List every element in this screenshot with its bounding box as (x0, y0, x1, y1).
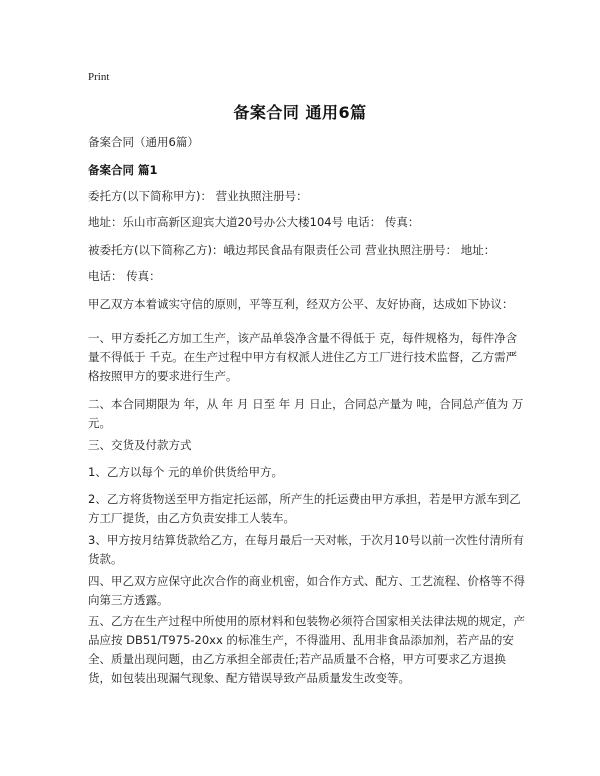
paragraph-contractor-phone: 电话： 传真： (88, 269, 161, 283)
paragraph-client-address: 地址：乐山市高新区迎宾大道20号办公大楼104号 电话： 传真： (88, 215, 420, 229)
paragraph-clause-3-1: 1、乙方以每个 元的单价供货给甲方。 (88, 465, 283, 479)
paragraph-clause-2: 二、本合同期限为 年，从 年 月 日至 年 月 日止，合同总产量为 吨，合同总产值为 万元。 (88, 397, 524, 430)
document-subtitle: 备案合同（通用6篇） (88, 135, 199, 149)
paragraph-clause-5: 五、乙方在生产过程中所使用的原材料和包装物必须符合国家相关法律法规的规定，产品应按 DB51/T975-20xx 的标准生产，不得滥用、乱用非食品添加剂，若产品的安全、质量出现问题，由乙方承担全部责任;若产品质量不合格，甲方可要求乙方退换货，如包装出现漏气现象、配方错误导致产品质量发生改变等。 (88, 614, 525, 685)
paragraph-clause-4: 四、甲乙双方应保守此次合作的商业机密，如合作方式、配方、工艺流程、价格等不得向第三方透露。 (88, 574, 525, 607)
paragraph-clause-3-heading: 三、交货及付款方式 (88, 438, 192, 452)
paragraph-client: 委托方(以下简称甲方)： 营业执照注册号： (88, 189, 308, 203)
paragraph-clause-3-2: 2、乙方将货物送至甲方指定托运部，所产生的托运费由甲方承担，若是甲方派车到乙方工厂提货，由乙方负责安排工人装车。 (88, 492, 521, 525)
paragraph-contractor: 被委托方(以下简称乙方)：峨边邦民食品有限责任公司 营业执照注册号： 地址： (88, 243, 496, 257)
paragraph-agreement-intro: 甲乙双方本着诚实守信的原则，平等互利，经双方公平、友好协商，达成如下协议： (88, 297, 514, 311)
paragraph-clause-3-3: 3、甲方按月结算货款给乙方，在每月最后一天对帐，于次月10号以前一次性付清所有货款。 (88, 533, 524, 566)
document-title: 备案合同 通用6篇 (233, 103, 367, 122)
print-label[interactable]: Print (88, 71, 110, 83)
paragraph-clause-1: 一、甲方委托乙方加工生产，该产品单袋净含量不得低于 克，每件规格为，每件净含量不得低于 千克。在生产过程中甲方有权派人进住乙方工厂进行技术监督，乙方需严格按照甲方的要求进行生产。 (88, 331, 518, 383)
section-heading: 备案合同 篇1 (88, 163, 158, 177)
